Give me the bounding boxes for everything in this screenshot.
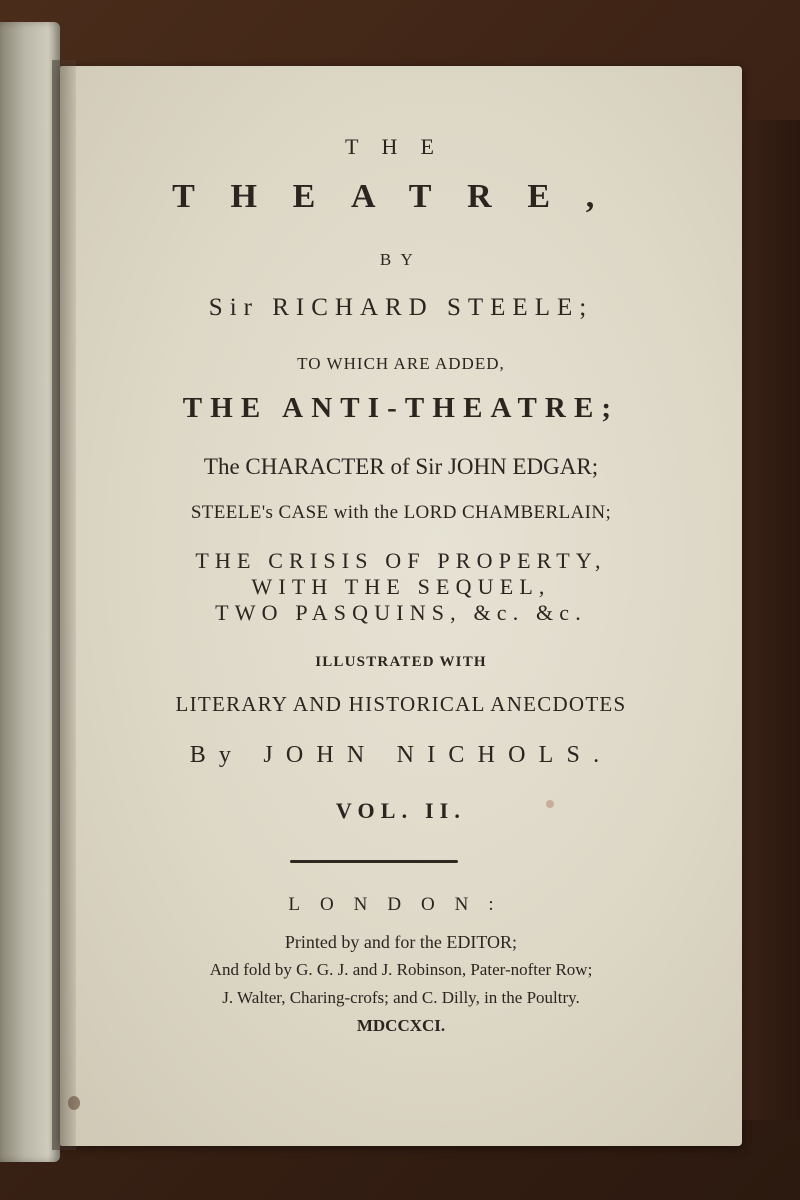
title-page <box>60 66 742 1146</box>
sequel-line: WITH THE SEQUEL, <box>251 574 551 599</box>
pasquins-line: TWO PASQUINS, &c. &c. <box>215 600 587 625</box>
sold-line-2: J. Walter, Charing-crofs; and C. Dilly, in the Poultry. <box>222 988 580 1007</box>
anti-theatre-line: THE ANTI-THEATRE; <box>182 392 620 424</box>
editor-line: By JOHN NICHOLS. <box>189 742 613 768</box>
book-cover-edge <box>740 120 800 1120</box>
left-page-edge <box>0 22 60 1162</box>
sold-line-1: And fold by G. G. J. and J. Robinson, Pater-nofter Row; <box>209 960 593 979</box>
divider-rule <box>290 860 458 863</box>
added-intro: TO WHICH ARE ADDED, <box>297 354 505 373</box>
page-gutter-shadow <box>52 60 76 1150</box>
place-line: LONDON: <box>288 894 514 915</box>
character-line: The CHARACTER of Sir JOHN EDGAR; <box>203 454 599 479</box>
illustrated-line: ILLUSTRATED WITH <box>315 654 487 670</box>
foxing-spot <box>546 800 554 808</box>
year-line: MDCCXCI. <box>356 1016 446 1035</box>
crisis-line: THE CRISIS OF PROPERTY, <box>195 548 607 573</box>
case-line: STEELE's CASE with the LORD CHAMBERLAIN; <box>190 502 612 523</box>
anecdotes-line: LITERARY AND HISTORICAL ANECDOTES <box>175 692 627 716</box>
author-line: Sir RICHARD STEELE; <box>208 294 594 321</box>
the-heading: THE <box>344 134 458 159</box>
book-title: THEATRE, <box>172 178 630 215</box>
volume-line: VOL. II. <box>335 798 467 823</box>
by-line: BY <box>379 250 423 269</box>
printed-line: Printed by and for the EDITOR; <box>284 932 518 952</box>
